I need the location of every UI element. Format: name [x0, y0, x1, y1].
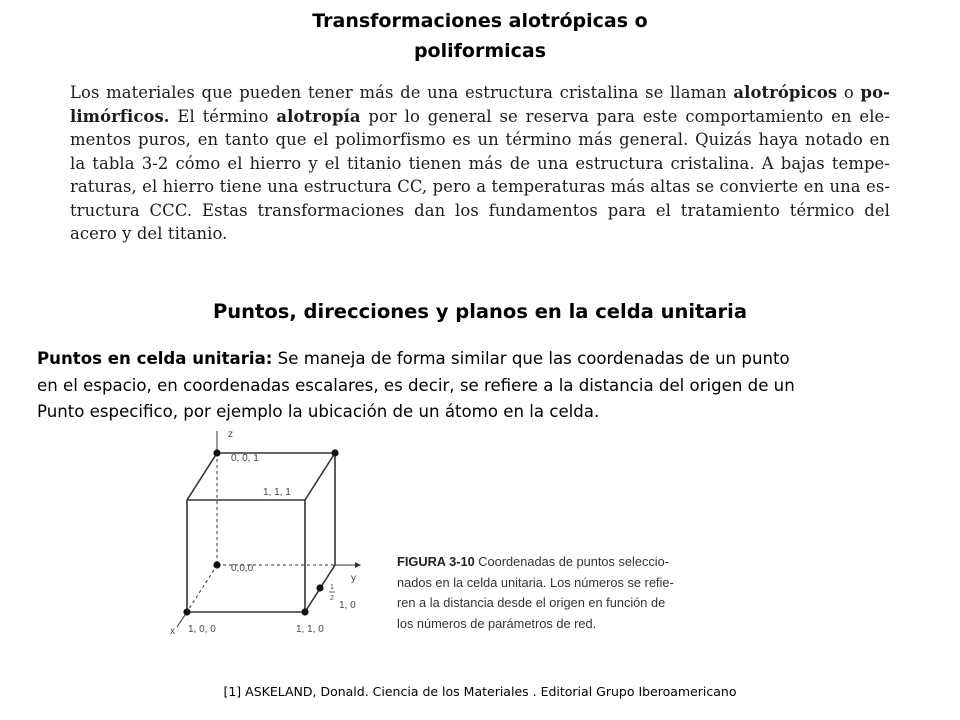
reference-footnote: [1] ASKELAND, Donald. Ciencia de los Materiales . Editorial Grupo Iberoamericano — [223, 684, 737, 699]
point-label-half: 1, 0 — [339, 600, 356, 611]
caption-line: FIGURA 3-10 Coordenadas de puntos seleccio- — [397, 554, 669, 569]
point-label-half-den: 2 — [330, 595, 334, 602]
point-marker — [316, 584, 323, 591]
point-marker — [213, 561, 220, 568]
axis-z-label: z — [228, 429, 233, 440]
point-marker — [183, 608, 190, 615]
paragraph-line: Punto especifico, por ejemplo la ubicación de un átomo en la celda. — [37, 402, 600, 421]
section-title: Puntos, direcciones y planos en la celda unitaria — [212, 300, 748, 323]
paragraph-label: Puntos en celda unitaria: — [37, 349, 273, 368]
scanned-textbook-excerpt — [70, 81, 890, 246]
unit-cell-diagram — [165, 425, 375, 645]
scan-line: mentos puros, en tanto que el polimorfismo es un término más general. Quizás haya notado en — [70, 130, 890, 149]
page-title-line2: poliformicas — [413, 40, 547, 62]
caption-label: FIGURA 3-10 — [397, 554, 475, 569]
caption-line: los números de parámetros de red. — [397, 615, 597, 631]
point-label-origin: 0,0,0 — [231, 563, 254, 574]
scan-line: raturas, el hierro tiene una estructura CC, pero a temperaturas más altas se convierte en una es- — [70, 177, 890, 196]
point-marker — [331, 449, 338, 456]
caption-line: nados en la celda unitaria. Los números se refie- — [397, 574, 674, 590]
point-marker — [213, 449, 220, 456]
scan-line: limórficos. El término alotropía por lo general se reserva para este comportamiento en ele- — [70, 106, 890, 126]
point-marker — [301, 608, 308, 615]
points-paragraph — [37, 346, 917, 426]
page-title — [0, 6, 960, 66]
caption-line: ren a la distancia desde el origen en función de — [397, 595, 666, 610]
scan-line: la tabla 3-2 cómo el hierro y el titanio tienen más de una estructura cristalina. A bajas tempe- — [70, 153, 890, 173]
axis-y-label: y — [351, 573, 356, 584]
paragraph-line: en el espacio, en coordenadas escalares, es decir, se refiere a la distancia del origen de un — [37, 375, 795, 395]
figure-caption — [397, 552, 757, 634]
scan-line: acero y del titanio. — [70, 224, 228, 243]
axis-x-label: x — [170, 626, 175, 637]
point-label-half-num: 1 — [330, 584, 334, 591]
point-label-x: 1, 0, 0 — [188, 624, 216, 635]
point-label-xy: 1, 1, 0 — [296, 624, 324, 635]
unit-cell-figure — [165, 425, 375, 645]
point-label-top: 0, 0, 1 — [231, 453, 259, 464]
point-label-corner: 1, 1, 1 — [263, 487, 291, 498]
scan-line: tructura CCC. Estas transformaciones dan los fundamentos para el tratamiento térmico del — [70, 200, 890, 220]
paragraph-line: Puntos en celda unitaria: Se maneja de forma similar que las coordenadas de un punto — [37, 349, 790, 368]
page-title-line1: Transformaciones alotrópicas o — [312, 10, 648, 32]
scan-line: Los materiales que pueden tener más de una estructura cristalina se llaman alotrópicos o po- — [70, 83, 891, 102]
